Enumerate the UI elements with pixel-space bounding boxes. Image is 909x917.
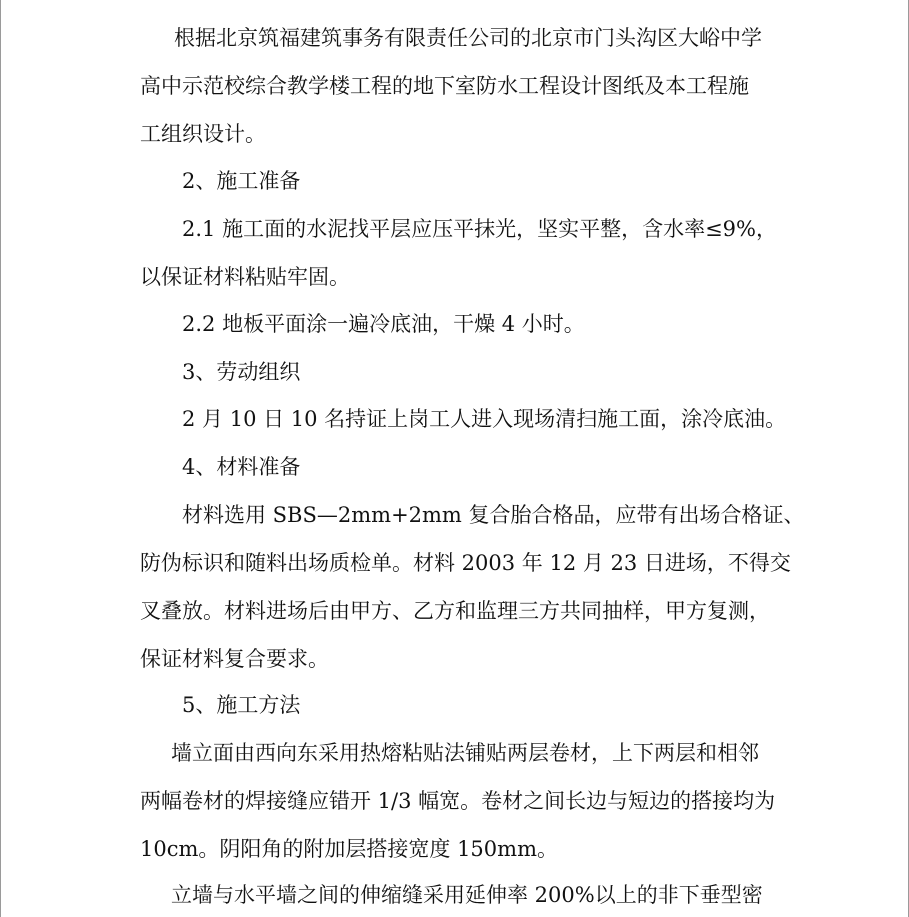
text-line: 2.1 施工面的水泥找平层应压平抹光，坚实平整，含水率≤9%， [182,217,777,241]
paragraph-intro [1,14,909,158]
text-line: 10cm。阴阳角的附加层搭接宽度 150mm。 [140,837,558,861]
heading-text: 2、施工准备 [182,169,301,193]
text-line: 立墙与水平墙之间的伸缩缝采用延伸率 200%以上的非下垂型密 [171,883,763,907]
heading-text: 4、材料准备 [182,455,301,479]
text-line: 保证材料复合要求。 [140,647,329,671]
paragraph-materials [1,491,909,683]
text-line: 两幅卷材的焊接缝应错开 1/3 幅宽。卷材之间长边与短边的搭接均为 [140,789,776,813]
text-line: 叉叠放。材料进场后由甲方、乙方和监理三方共同抽样，甲方复测， [140,599,770,623]
paragraph-labor [1,395,909,443]
text-line: 以保证材料粘贴牢固。 [140,265,350,289]
text-line: 根据北京筑福建筑事务有限责任公司的北京市门头沟区大峪中学 [174,26,762,50]
text-line: 高中示范校综合教学楼工程的地下室防水工程设计图纸及本工程施 [140,74,749,98]
text-line: 墙立面由西向东采用热熔粘贴法铺贴两层卷材，上下两层和相邻 [171,741,759,765]
text-line: 防伪标识和随料出场质检单。材料 2003 年 12 月 23 日进场，不得交 [140,551,791,575]
paragraph-item-2-2 [1,300,909,348]
heading-text: 3、劳动组织 [182,360,301,384]
paragraph-method [1,729,909,873]
section-heading-3 [1,348,909,396]
heading-text: 5、施工方法 [182,693,301,717]
text-line: 2 月 10 日 10 名持证上岗工人进入现场清扫施工面，涂冷底油。 [182,407,787,431]
section-heading-4 [1,443,909,491]
text-line: 工组织设计。 [140,122,266,146]
text-line: 材料选用 SBS—2mm+2mm 复合胎合格品，应带有出场合格证、 [182,503,805,527]
text-line: 2.2 地板平面涂一遍冷底油，干燥 4 小时。 [182,312,585,336]
paragraph-joint [1,871,909,917]
section-heading-2 [1,157,909,205]
paragraph-item-2-1 [1,205,909,301]
section-heading-5 [1,681,909,729]
